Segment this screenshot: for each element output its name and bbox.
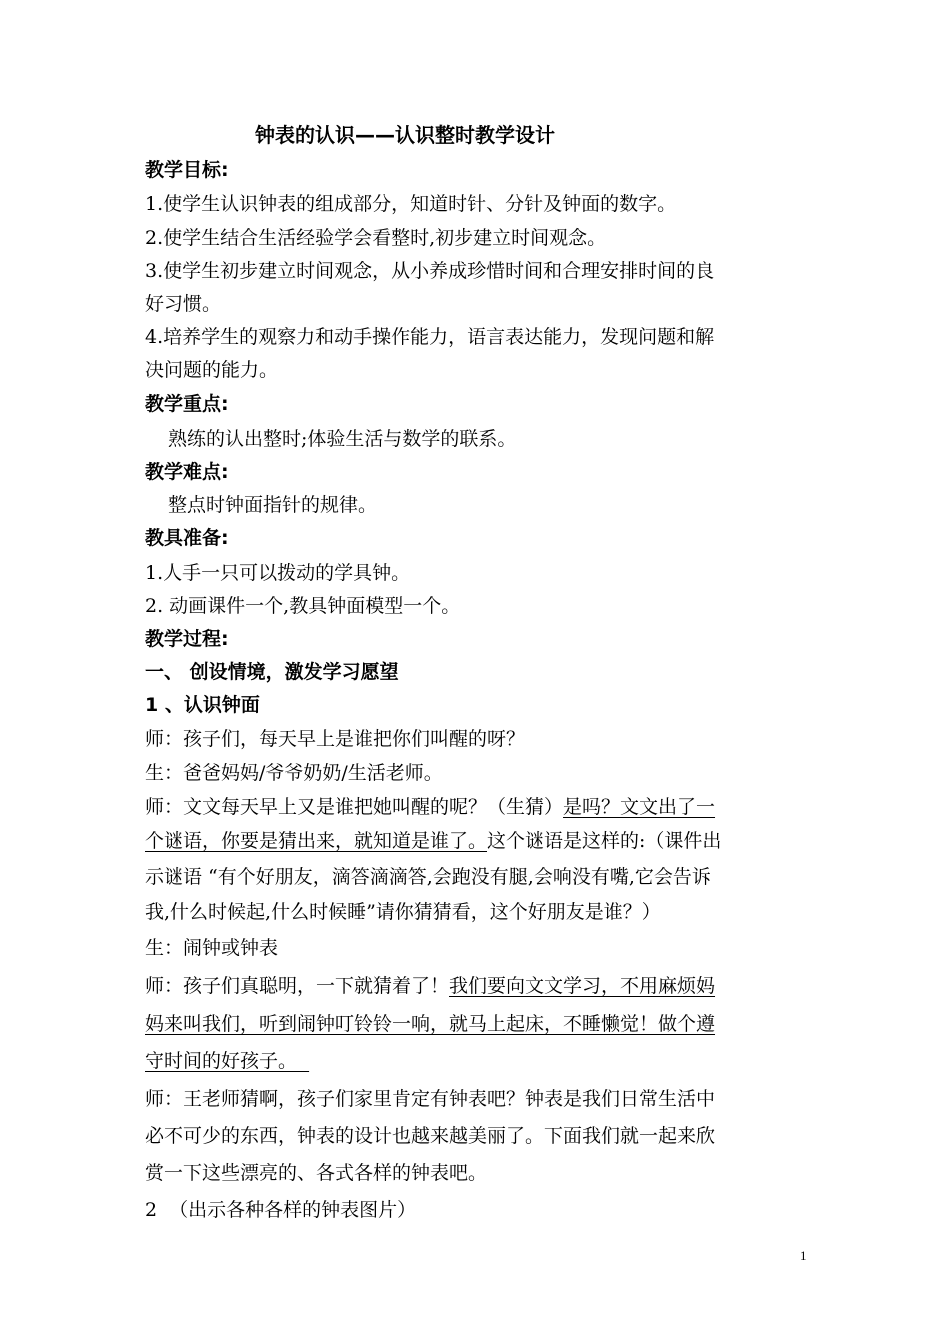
- dialogue-line: [145, 1011, 815, 1037]
- goal-4-line-2: 决问题的能力。: [145, 359, 279, 381]
- key-heading: 教学重点:: [145, 393, 229, 415]
- dialogue-line: 生：闹钟或钟表: [145, 937, 279, 959]
- dialogue-line: 示谜语 “有个好朋友，滴答滴滴答,会跑没有腿,会响没有嘴,它会告诉: [145, 866, 711, 888]
- underlined-text: 妈来叫我们，听到闹钟叮铃铃一响，就马上起床，不睡懒觉！做个遵: [145, 1013, 716, 1035]
- process-heading: 教学过程:: [145, 628, 229, 650]
- plain-text: 师：文文每天早上又是谁把她叫醒的呢？（生猜）: [145, 796, 564, 818]
- page-number: 1: [800, 1248, 807, 1263]
- goal-2: 2.使学生结合生活经验学会看整时,初步建立时间观念。: [145, 227, 607, 249]
- subsection-1-heading: 1 、认识钟面: [145, 694, 260, 716]
- goal-3-line-2: 好习惯。: [145, 293, 222, 315]
- goal-4-line-1: 4.培养学生的观察力和动手操作能力，语言表达能力，发现问题和解: [145, 326, 715, 348]
- dialogue-line: 2 （出示各种各样的钟表图片）: [145, 1199, 417, 1221]
- underlined-text: 我们要向文文学习，不用麻烦妈: [449, 975, 716, 997]
- difficulty-text: 整点时钟面指针的规律。: [168, 494, 378, 516]
- plain-text: 这个谜语是这样的:（课件出: [487, 830, 722, 852]
- underlined-text: 个谜语，你要是猜出来，就知道是谁了。: [145, 830, 488, 852]
- goals-heading: 教学目标:: [145, 159, 229, 181]
- tool-1: 1.人手一只可以拨动的学具钟。: [145, 562, 411, 584]
- key-text: 熟练的认出整时;体验生活与数学的联系。: [168, 428, 517, 450]
- document-title: 钟表的认识——认识整时教学设计: [255, 123, 555, 147]
- dialogue-line: 我,什么时候起,什么时候睡”请你猜猜看，这个好朋友是谁？）: [145, 901, 661, 923]
- dialogue-line: [145, 973, 815, 999]
- dialogue-line: 师：孩子们，每天早上是谁把你们叫醒的呀？: [145, 728, 526, 750]
- section-1-heading: 一、 创设情境，激发学习愿望: [145, 661, 399, 683]
- difficulty-heading: 教学难点:: [145, 461, 229, 483]
- dialogue-line: 师：王老师猜啊，孩子们家里肯定有钟表吧？钟表是我们日常生活中: [145, 1088, 716, 1110]
- plain-text: 师：孩子们真聪明，一下就猜着了！: [145, 975, 450, 997]
- dialogue-line: [145, 794, 815, 820]
- underlined-text: 是吗？文文出了一: [563, 796, 716, 818]
- dialogue-line: [145, 1048, 815, 1074]
- tool-2: 2. 动画课件一个,教具钟面模型一个。: [145, 595, 461, 617]
- dialogue-line: 生：爸爸妈妈/爷爷奶奶/生活老师。: [145, 762, 443, 784]
- dialogue-line: 必不可少的东西，钟表的设计也越来越美丽了。下面我们就一起来欣: [145, 1125, 716, 1147]
- goal-3-line-1: 3.使学生初步建立时间观念，从小养成珍惜时间和合理安排时间的良: [145, 260, 715, 282]
- dialogue-line: [145, 828, 815, 854]
- dialogue-line: 赏一下这些漂亮的、各式各样的钟表吧。: [145, 1162, 488, 1184]
- underlined-text: 守时间的好孩子。: [145, 1050, 310, 1072]
- tools-heading: 教具准备:: [145, 527, 229, 549]
- goal-1: 1.使学生认识钟表的组成部分，知道时针、分针及钟面的数字。: [145, 193, 677, 215]
